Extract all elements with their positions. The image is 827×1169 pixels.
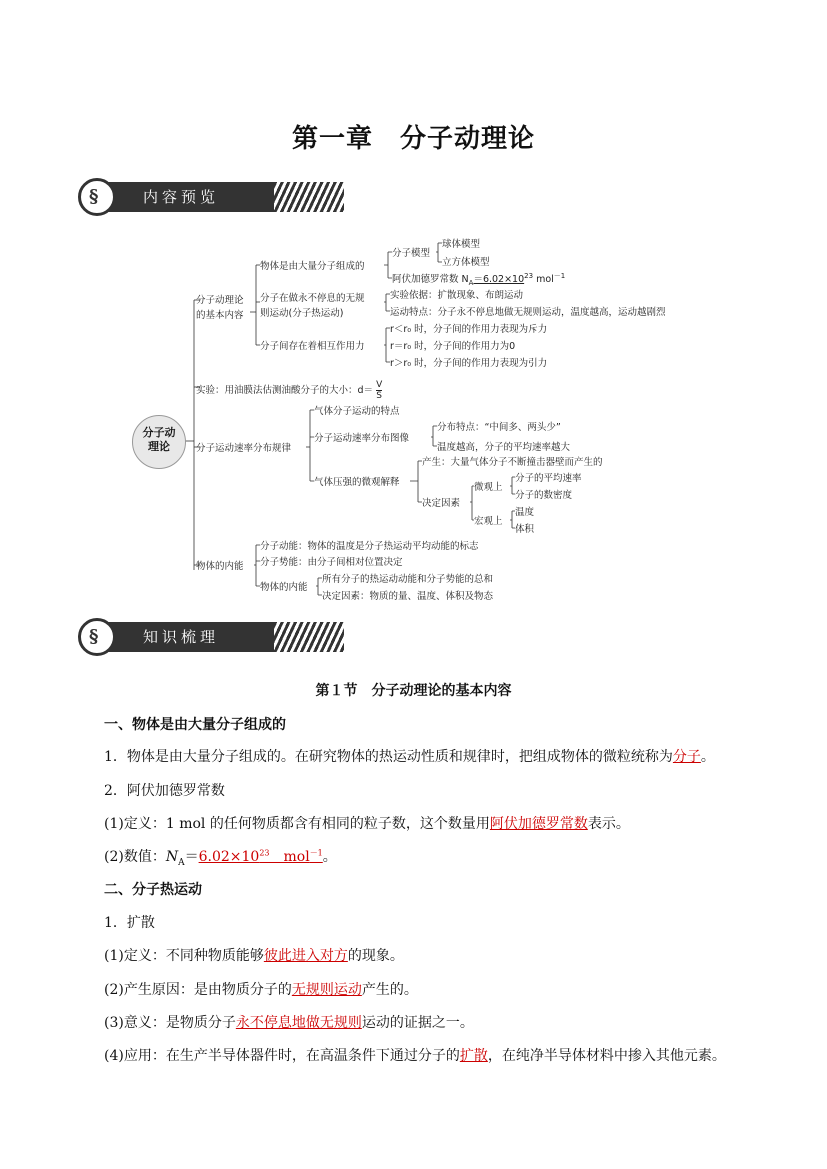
mm-b3-3b2a: 温度 [515, 507, 535, 518]
mm-b1-2: 分子在做永不停息的无规 [260, 293, 365, 304]
mm-b4: 物体的内能 [196, 561, 244, 572]
mm-b3-3b: 决定因素 [422, 498, 461, 509]
mm-b3-2a: 分布特点：“中间多、两头少” [437, 422, 561, 433]
para-6: (1)定义：不同种物质能够彼此进入对方的现象。 [104, 948, 404, 964]
para-2: 2．阿伏加德罗常数 [104, 783, 225, 799]
mm-b4-3: 物体的内能 [260, 582, 308, 593]
heading-one: 一、物体是由大量分子组成的 [104, 717, 286, 733]
para-3: (1)定义：1 mol 的任何物质都含有相同的粒子数，这个数量用阿伏加德罗常数表示。 [104, 816, 630, 832]
mm-b1-1a2: 立方体模型 [442, 257, 490, 268]
mm-b3: 分子运动速率分布规律 [196, 443, 292, 454]
mm-b3-3b2: 宏观上 [474, 516, 503, 527]
banner-logo-icon: § [78, 178, 116, 216]
mm-b3-3b1b: 分子的数密度 [515, 490, 573, 501]
mm-b1-3c: r＞r₀ 时，分子间的作用力表现为引力 [390, 358, 548, 369]
mm-b1-3b: r＝r₀ 时，分子间的作用力为0 [390, 341, 516, 352]
banner-stripes [274, 622, 344, 652]
mm-b4-3b: 决定因素：物质的量、温度、体积及物态 [322, 591, 494, 602]
section-title: 第１节 分子动理论的基本内容 [315, 683, 512, 699]
heading-two: 二、分子热运动 [104, 882, 202, 898]
mm-b3-2b: 温度越高，分子的平均速率越大 [437, 442, 571, 453]
mm-b4-3a: 所有分子的热运动动能和分子势能的总和 [322, 574, 494, 585]
mm-b3-3b1a: 分子的平均速率 [515, 473, 582, 484]
para-5: 1．扩散 [104, 915, 155, 931]
mm-b3-3: 气体压强的微观解释 [314, 477, 400, 488]
mm-b4-1: 分子动能：物体的温度是分子热运动平均动能的标志 [260, 541, 479, 552]
mm-b3-3b1: 微观上 [474, 482, 503, 493]
mm-b4-2: 分子势能：由分子间相对位置决定 [260, 557, 403, 568]
mm-b1-1a1: 球体模型 [442, 239, 481, 250]
mm-b2: 实验：用油膜法估测油酸分子的大小：d＝ $\frac{V}{S}$ [196, 380, 383, 401]
mindmap-hub: 分子动 理论 [132, 415, 186, 469]
mm-b1-2b: 则运动(分子热运动) [260, 308, 344, 319]
para-8: (3)意义：是物质分子永不停息地做无规则运动的证据之一。 [104, 1015, 474, 1031]
banner-label: 内容预览 [143, 188, 220, 206]
para-9: (4)应用：在生产半导体器件时，在高温条件下通过分子的扩散，在纯净半导体材料中掺入其他元素。 [104, 1048, 726, 1064]
mm-b3-3b2b: 体积 [515, 524, 535, 535]
banner-logo-icon: § [78, 618, 116, 656]
mm-b3-2: 分子运动速率分布图像 [314, 433, 410, 444]
mm-b1-1a: 分子模型 [392, 248, 431, 259]
mm-b1-3a: r＜r₀ 时，分子间的作用力表现为斥力 [390, 324, 548, 335]
chapter-title: 第一章 分子动理论 [291, 124, 535, 154]
mm-b1: 分子动理论 [196, 295, 244, 306]
mm-b1-2a: 实验依据：扩散现象、布朗运动 [390, 290, 524, 301]
mm-b1b: 的基本内容 [196, 310, 244, 321]
mm-b3-1: 气体分子运动的特点 [314, 406, 400, 417]
para-7: (2)产生原因：是由物质分子的无规则运动产生的。 [104, 982, 418, 998]
mm-b3-3a: 产生：大量气体分子不断撞击器壁而产生的 [422, 457, 603, 468]
para-1: 1．物体是由大量分子组成的。在研究物体的热运动性质和规律时，把组成物体的微粒统称为分子。 [104, 749, 715, 765]
mm-b1-1b: 阿伏加德罗常数 $N_A=6.02\times 10^{23}$ mol$^{-1}$ [392, 272, 566, 288]
mm-b1-3: 分子间存在着相互作用力 [260, 341, 365, 352]
para-4: (2)数值：$N_A=6.02\times 10^{23}$ mol$^{-1}$。 [104, 848, 337, 868]
banner-label: 知识梳理 [143, 628, 220, 646]
mm-b1-2c: 运动特点：分子永不停息地做无规则运动，温度越高，运动越剧烈 [390, 307, 666, 318]
mm-b1-1: 物体是由大量分子组成的 [260, 261, 365, 272]
banner-knowledge [78, 618, 308, 658]
